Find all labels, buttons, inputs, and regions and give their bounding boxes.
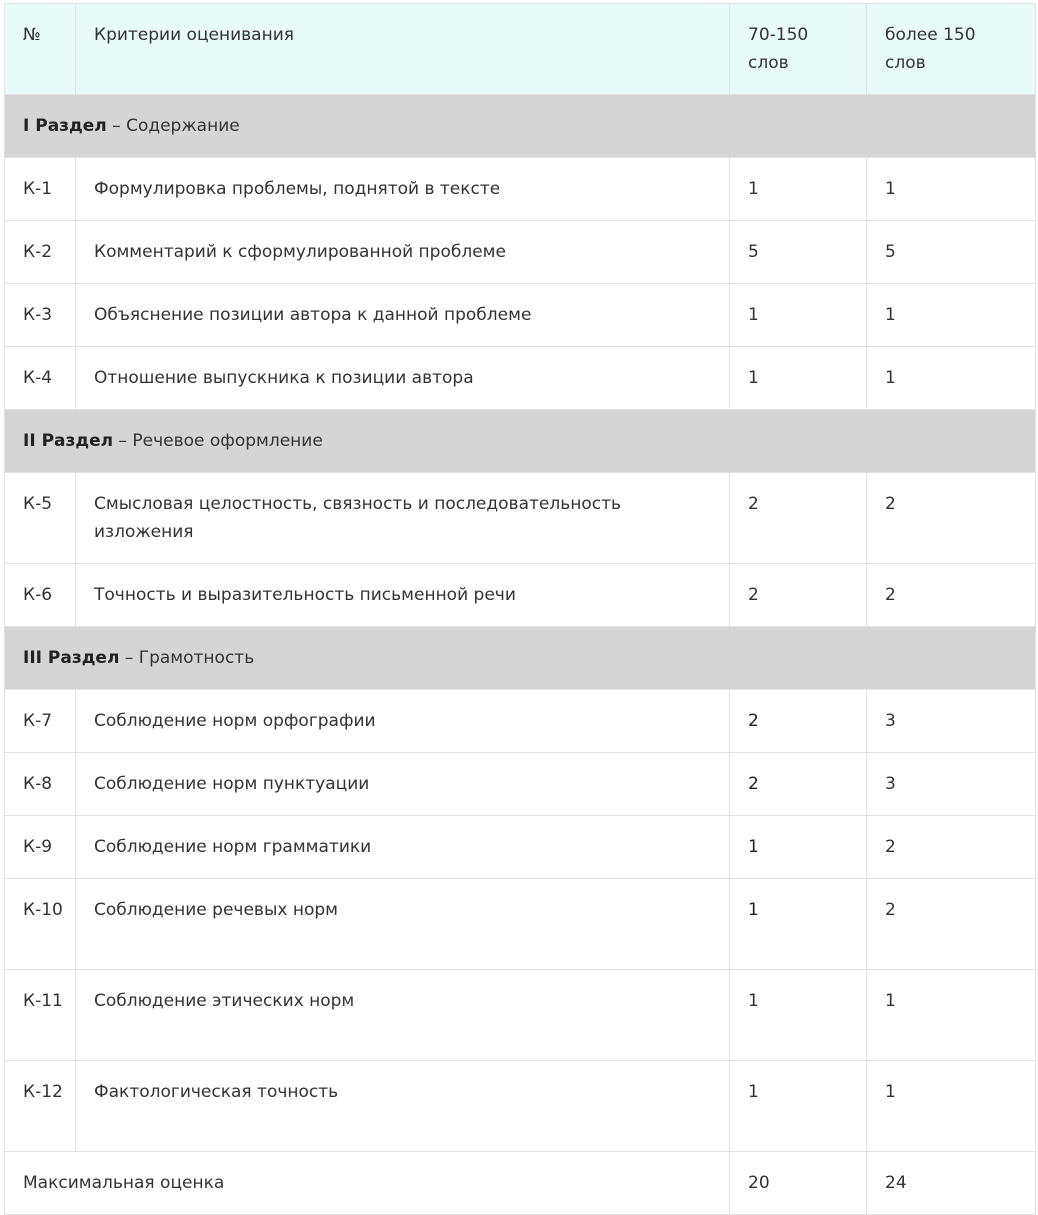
criterion-text: Фактологическая точность (76, 1061, 730, 1152)
table-row (5, 158, 1036, 221)
criterion-number: К-2 (5, 221, 76, 284)
score-70-150: 2 (730, 564, 867, 627)
criterion-number: К-1 (5, 158, 76, 221)
total-70-150: 20 (730, 1152, 867, 1215)
score-over-150: 1 (867, 347, 1036, 410)
header-criteria: Критерии оценивания (76, 4, 730, 95)
score-over-150: 1 (867, 284, 1036, 347)
table-row (5, 1061, 1036, 1152)
table-row (5, 970, 1036, 1061)
score-70-150: 1 (730, 158, 867, 221)
score-70-150: 1 (730, 1061, 867, 1152)
criterion-number: К-4 (5, 347, 76, 410)
score-70-150: 1 (730, 879, 867, 970)
table-row (5, 564, 1036, 627)
criterion-text: Объяснение позиции автора к данной проблеме (76, 284, 730, 347)
section-title: II Раздел (23, 431, 114, 451)
table-row (5, 816, 1036, 879)
criterion-number: К-11 (5, 970, 76, 1061)
section-subtitle: – Содержание (112, 116, 240, 136)
score-over-150: 1 (867, 158, 1036, 221)
score-70-150: 1 (730, 347, 867, 410)
score-70-150: 2 (730, 690, 867, 753)
criterion-text: Соблюдение норм грамматики (76, 816, 730, 879)
score-70-150: 1 (730, 284, 867, 347)
total-over-150: 24 (867, 1152, 1036, 1215)
section-row (5, 410, 1036, 473)
table-row (5, 347, 1036, 410)
section-title: I Раздел (23, 116, 107, 136)
header-over-150-words: более 150 слов (867, 4, 1036, 95)
total-row (5, 1152, 1036, 1215)
criterion-number: К-9 (5, 816, 76, 879)
score-70-150: 2 (730, 753, 867, 816)
score-over-150: 1 (867, 970, 1036, 1061)
criterion-number: К-6 (5, 564, 76, 627)
table-header-row (5, 4, 1036, 95)
score-over-150: 1 (867, 1061, 1036, 1152)
criterion-number: К-5 (5, 473, 76, 564)
score-over-150: 3 (867, 690, 1036, 753)
score-over-150: 2 (867, 564, 1036, 627)
criterion-text: Комментарий к сформулированной проблеме (76, 221, 730, 284)
score-70-150: 1 (730, 970, 867, 1061)
criterion-text: Смысловая целостность, связность и последовательность изложения (76, 473, 730, 564)
section-row (5, 95, 1036, 158)
score-over-150: 3 (867, 753, 1036, 816)
criterion-text: Отношение выпускника к позиции автора (76, 347, 730, 410)
section-heading (5, 627, 1036, 690)
section-title: III Раздел (23, 648, 120, 668)
score-over-150: 2 (867, 473, 1036, 564)
criterion-number: К-8 (5, 753, 76, 816)
table-row (5, 690, 1036, 753)
criterion-number: К-12 (5, 1061, 76, 1152)
table-row (5, 473, 1036, 564)
table-row (5, 753, 1036, 816)
criterion-text: Точность и выразительность письменной речи (76, 564, 730, 627)
table-body (5, 95, 1036, 1152)
criterion-number: К-7 (5, 690, 76, 753)
criteria-table (4, 3, 1036, 1215)
criterion-text: Соблюдение речевых норм (76, 879, 730, 970)
section-subtitle: – Речевое оформление (118, 431, 323, 451)
criterion-text: Соблюдение этических норм (76, 970, 730, 1061)
score-over-150: 2 (867, 816, 1036, 879)
criterion-text: Соблюдение норм пунктуации (76, 753, 730, 816)
score-70-150: 2 (730, 473, 867, 564)
header-70-150-words: 70-150 слов (730, 4, 867, 95)
table-row (5, 284, 1036, 347)
score-70-150: 1 (730, 816, 867, 879)
score-over-150: 2 (867, 879, 1036, 970)
section-row (5, 627, 1036, 690)
score-70-150: 5 (730, 221, 867, 284)
criterion-text: Соблюдение норм орфографии (76, 690, 730, 753)
header-number: № (5, 4, 76, 95)
criterion-number: К-10 (5, 879, 76, 970)
section-heading (5, 410, 1036, 473)
section-heading (5, 95, 1036, 158)
criterion-text: Формулировка проблемы, поднятой в тексте (76, 158, 730, 221)
total-label: Максимальная оценка (5, 1152, 730, 1215)
table-row (5, 221, 1036, 284)
table-row (5, 879, 1036, 970)
section-subtitle: – Грамотность (124, 648, 255, 668)
score-over-150: 5 (867, 221, 1036, 284)
criterion-number: К-3 (5, 284, 76, 347)
